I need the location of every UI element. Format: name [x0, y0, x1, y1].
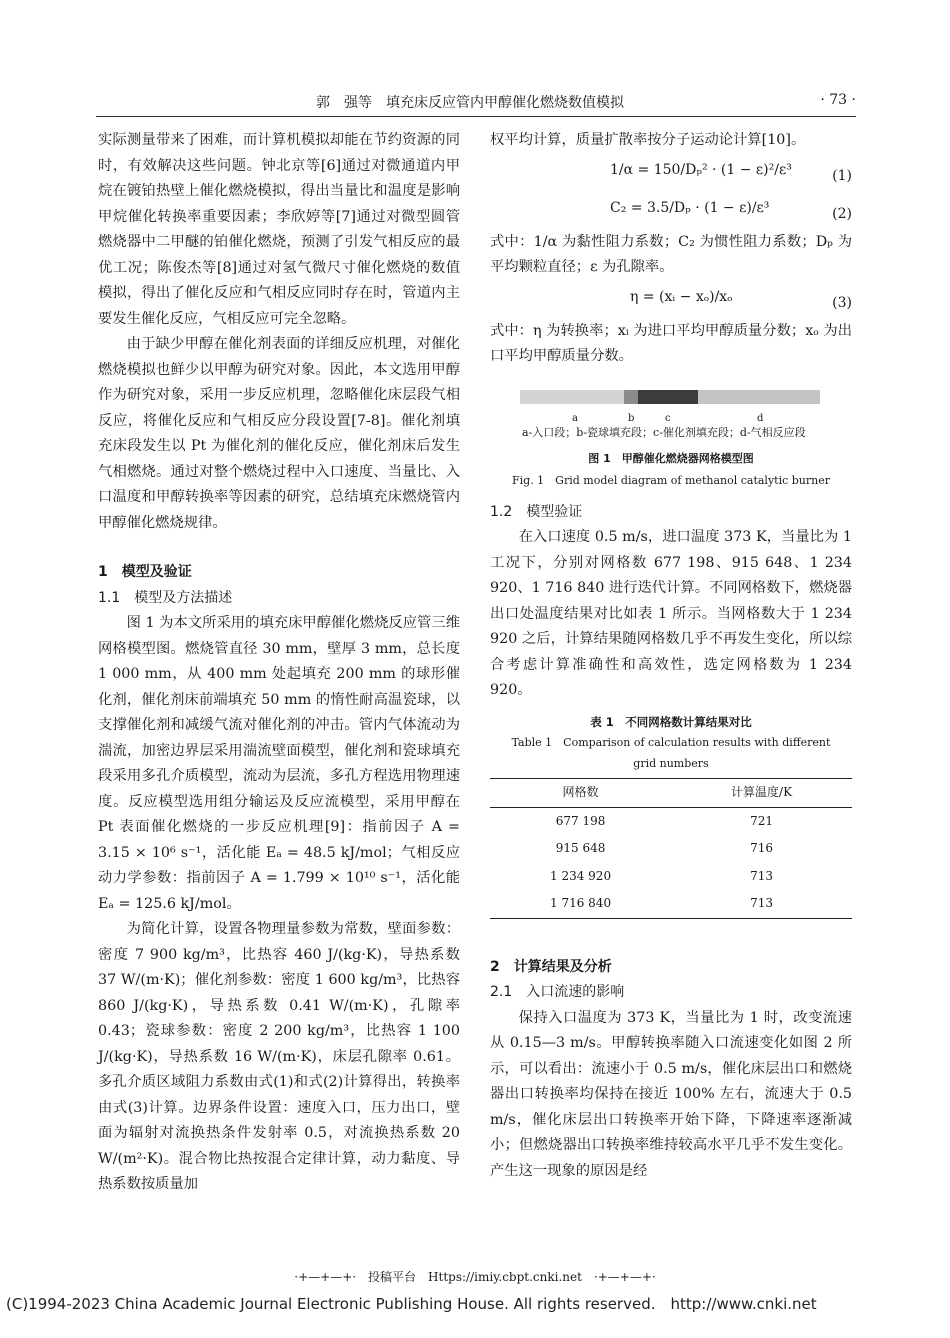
- paragraph: 实际测量带来了困难，而计算机模拟却能在节约资源的同时，有效解决这些问题。钟北京等[6]通过对微通道内甲烷在镀铂热壁上催化燃烧模拟，得出当量比和温度是影响甲烷催化转换率重要因素；李欣婷等[7]通过对微型圆管燃烧器中二甲醚的铂催化燃烧，预测了引发气相反应的最优工况；陈俊杰等[8]通过对氢气微尺寸催化燃烧的数值模拟，得出了催化反应和气相反应同时存在时，管道内主要发生催化反应，气相反应可完全忽略。: [98, 132, 460, 327]
- figure-caption-en: Fig. 1 Grid model diagram of methanol catalytic burner: [512, 473, 830, 487]
- table-row: [490, 807, 852, 835]
- table-row: [490, 863, 852, 891]
- paragraph: 式中：1/α 为黏性阻力系数；C₂ 为惯性阻力系数；Dₚ 为平均颗粒直径；ε 为孔隙率。: [490, 233, 852, 275]
- submission-platform-footer: ·+—+—+· 投稿平台 Https://imiy.cbpt.cnki.net ·+—+—+·: [294, 1270, 656, 1284]
- table-row: [490, 890, 852, 918]
- running-header: [96, 88, 856, 117]
- column-header: 计算温度/K: [671, 778, 852, 807]
- table-cell: 713: [671, 890, 852, 918]
- segment-b-ceramic: [624, 390, 638, 404]
- table-cell: 1 716 840: [490, 890, 671, 918]
- column-header: 网格数: [490, 778, 671, 807]
- table-cell: 713: [750, 868, 773, 883]
- equation-number: (3): [832, 294, 852, 311]
- page-number: · 73 ·: [820, 92, 856, 108]
- grid-model-bar: [520, 390, 820, 404]
- paragraph: 保持入口温度为 373 K，当量比为 1 时，改变流速从 0.15—3 m/s。甲醇转换率随入口流速变化如图 2 所示，可以看出：流速小于 0.5 m/s，催化床层出口和燃烧器出口转换率均保持在接近 100% 左右，流速大于 0.5 m/s，催化床层出口转换率开始下降，下降速率逐渐减小；但燃烧器出口转换率维持较高水平几乎不发生变化。产生这一现象的原因是经: [490, 1009, 852, 1179]
- segment-letters: [520, 406, 820, 424]
- paragraph: 权平均计算，质量扩散率按分子运动论计算[10]。: [490, 132, 806, 148]
- segment-letter: d: [757, 412, 764, 424]
- paragraph: 为简化计算，设置各物理量参数为常数，壁面参数：密度 7 900 kg/m³，比热容 460 J/(kg·K)，导热系数 37 W/(m·K)；催化剂参数：密度 1 600 kg/m³，比热容 860 J/(kg·K)，导热系数 0.41 W/(m·K)，孔隙率 0.43；瓷球参数：密度 2 200 kg/m³，比热容 1 100 J/(kg·K)，导热系数 16 W/(m·K)，床层孔隙率 0.61。多孔介质区域阻力系数由式(1)和式(2)计算得出，转换率由式(3)计算。边界条件设置：速度入口，压力出口，壁面为辐射对流换热条件发射率 0.5，对流换热系数 20 W/(m²·K)。混合物比热按混合定律计算，动力黏度、导热系数按质量加: [98, 921, 460, 1192]
- equation-number: (2): [832, 205, 852, 222]
- table-cell: 1 234 920: [550, 868, 612, 883]
- segment-c-catalyst: [638, 390, 698, 404]
- copyright-line: (C)1994-2023 China Academic Journal Electronic Publishing House. All rights reserved. http://www.cnki.net: [6, 1295, 817, 1313]
- equation-number: (1): [832, 167, 852, 184]
- left-column: [98, 128, 460, 1198]
- equation-body: η = (xᵢ − xₒ)/xₒ: [630, 288, 733, 305]
- segment-letter: a: [572, 412, 578, 424]
- segment-a-inlet: [520, 390, 624, 404]
- subsection-heading: 2.1 入口流速的影响: [490, 984, 625, 1000]
- figure-legend: a-入口段；b-瓷球填充段；c-催化剂填充段；d-气相反应段: [522, 425, 806, 439]
- equation-3: [490, 281, 852, 319]
- section-heading: 1 模型及验证: [98, 564, 192, 580]
- equation-body: 1/α = 150/Dₚ² · (1 − ε)²/ε³: [610, 161, 792, 178]
- table-row: [490, 835, 852, 863]
- right-column: [490, 128, 852, 1184]
- running-title: 郭 强等 填充床反应管内甲醇催化燃烧数值模拟: [316, 95, 624, 111]
- section-heading: 2 计算结果及分析: [490, 958, 612, 975]
- table-caption: 表 1 不同网格数计算结果对比: [590, 714, 752, 729]
- grid-comparison-table: [490, 778, 852, 919]
- paragraph: 式中：η 为转换率；xᵢ 为进口平均甲醇质量分数；xₒ 为出口平均甲醇质量分数。: [490, 322, 852, 364]
- equation-2: [490, 192, 852, 230]
- figure-caption: 图 1 甲醇催化燃烧器网格模型图: [588, 451, 754, 465]
- segment-d-gas: [698, 390, 820, 404]
- equation-body: C₂ = 3.5/Dₚ · (1 − ε)/ε³: [610, 199, 770, 216]
- paragraph: 图 1 为本文所采用的填充床甲醇催化燃烧反应管三维网格模型图。燃烧管直径 30 mm，壁厚 3 mm，总长度 1 000 mm，从 400 mm 处起填充 200 mm 的球形催化剂，催化剂床前端填充 50 mm 的惰性耐高温瓷球，以支撑催化剂和减缓气流对催化剂的冲击。管内气体流动为湍流，加密边界层采用湍流壁面模型，催化剂和瓷球填充段采用多孔介质模型，流动为层流，多孔方程选用物理速度。反应模型选用组分输运及反应流模型，采用甲醇在 Pt 表面催化燃烧的一步反应机理[9]：指前因子 A = 3.15 × 10⁶ s⁻¹，活化能 Eₐ = 48.5 kJ/mol；气相反应动力学参数：指前因子 A = 1.799 × 10¹⁰ s⁻¹，活化能 Eₐ = 125.6 kJ/mol。: [98, 615, 460, 912]
- table-cell: 677 198: [555, 813, 606, 828]
- segment-letter: b: [628, 412, 635, 424]
- figure-1: [490, 384, 852, 500]
- subsection-heading: 1.1 模型及方法描述: [98, 589, 233, 606]
- table-cell: 716: [750, 841, 773, 855]
- paragraph: 在入口速度 0.5 m/s，进口温度 373 K，当量比为 1 工况下，分别对网格数 677 198、915 648、1 234 920、1 716 840 进行迭代计算。不同网格数下，燃烧器出口处温度结果对比如表 1 所示。当网格数大于 1 234 920 之后，计算结果随网格数几乎不再发生变化，所以综合考虑计算准确性和高效性，选定网格数为 1 234 920。: [490, 529, 852, 698]
- paragraph: 由于缺少甲醇在催化剂表面的详细反应机理，对催化燃烧模拟也鲜少以甲醇为研究对象。因此，本文选用甲醇作为研究对象，采用一步反应机理，忽略催化床层段气相反应，将催化反应和气相反应分段设置[7-8]。催化剂填充床段发生以 Pt 为催化剂的催化反应，催化剂床后发生气相燃烧。通过对整个燃烧过程中入口速度、当量比、入口温度和甲醇转换率等因素的研究，总结填充床燃烧管内甲醇催化燃烧规律。: [98, 336, 460, 531]
- subsection-heading: 1.2 模型验证: [490, 503, 583, 520]
- table-caption-en: Table 1 Comparison of calculation results with different grid numbers: [511, 735, 831, 770]
- equation-1: [490, 154, 852, 192]
- segment-letter: c: [665, 412, 671, 424]
- table-cell: 915 648: [555, 841, 606, 855]
- table-cell: 721: [750, 813, 773, 828]
